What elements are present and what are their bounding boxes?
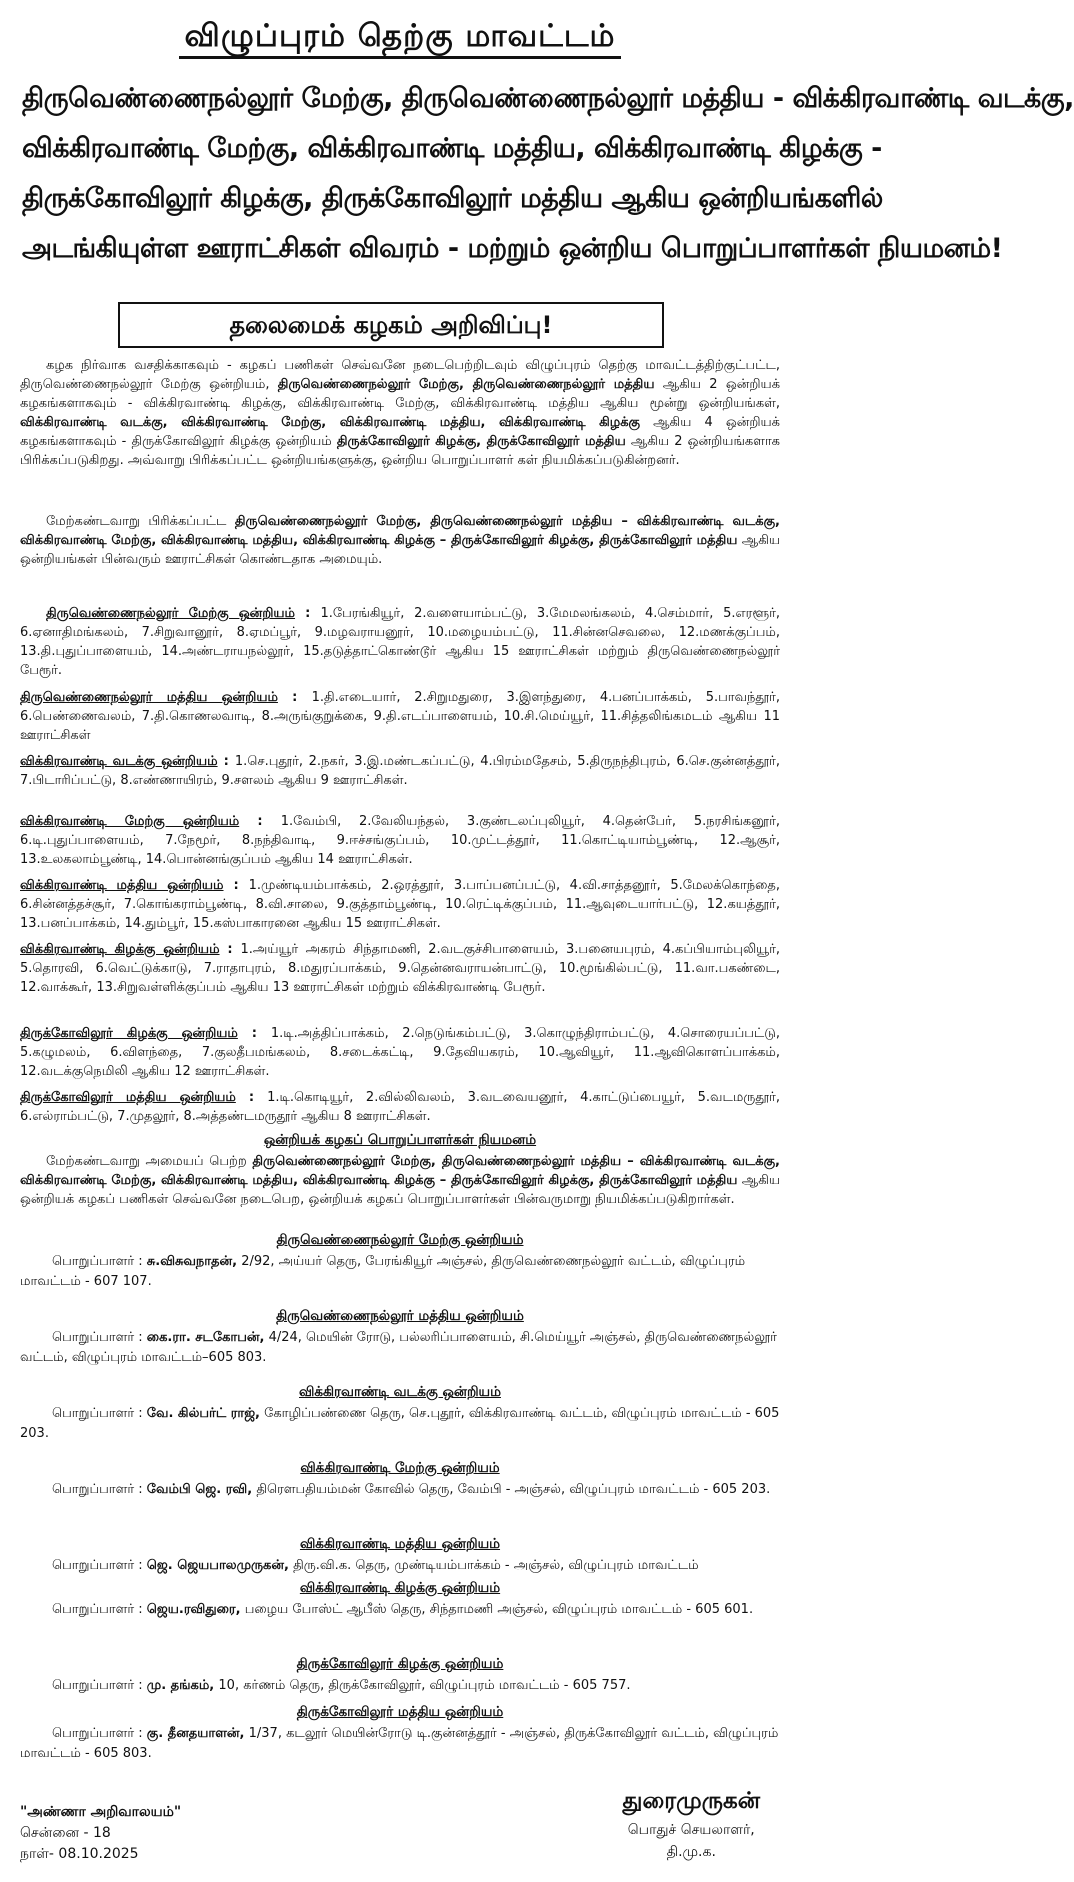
issue-date: நாள்- 08.10.2025 [20,1846,139,1862]
union-section: விக்கிரவாண்டி மத்திய ஒன்றியம் : 1.முண்டியம்பாக்கம், 2.ஒரத்தூர், 3.பாப்பனப்பட்டு, 4.வி.சாத்தனூர், 5.மேலக்கொந்தை, 6.சின்னத்தச்சூர், 7.கொங்கராம்பூண்டி, 8.வி.சாலை, 9.குத்தாம்பூண்டி, 10.ரெட்டிக்குப்பம், 11.ஆவுடையார்பட்டு, 12.கயத்தூர், 13.பனப்பாக்கம், 14.தும்பூர், 15.கஸ்பாகாரனை ஆகிய 15 ஊராட்சிகள். [20,878,780,931]
appointee-union-heading: விக்கிரவாண்டி வடக்கு ஒன்றியம் [299,1384,501,1400]
appointee-entry: பொறுப்பாளர் : ஜெய.ரவிதுரை, பழைய போஸ்ட் ஆபீஸ் தெரு, சிந்தாமணி அஞ்சல், விழுப்புரம் மாவட்டம் - 605 601. [52,1602,754,1617]
union-section: திருக்கோவிலூர் மத்திய ஒன்றியம் : 1.டி.கொடியூர், 2.வில்லிவலம், 3.வடவையனூர், 4.காட்டுப்பையூர், 5.வடமருதூர், 6.எல்ராம்பட்டு, 7.முதலூர், 8.அத்தண்டமருதூர் ஆகிய 8 ஊராட்சிகள். [20,1090,780,1124]
appointment-heading: ஒன்றியக் கழகப் பொறுப்பாளர்கள் நியமனம் [263,1132,537,1148]
appointee-entry: பொறுப்பாளர் : வே. கில்பர்ட் ராஜ், கோழிப்பண்ணை தெரு, செ.புதூர், விக்கிரவாண்டி வட்டம், விழுப்புரம் மாவட்டம் - 605 203. [20,1406,780,1441]
appointee-entry: பொறுப்பாளர் : மு. தங்கம், 10, கர்ணம் தெரு, திருக்கோவிலூர், விழுப்புரம் மாவட்டம் - 605 757. [52,1678,631,1693]
union-section: திருவெண்ணைநல்லூர் மத்திய ஒன்றியம் : 1.தி.எடையார், 2.சிறுமதுரை, 3.இளந்துரை, 4.பனப்பாக்கம், 5.பாவந்தூர், 6.பெண்ணைவலம், 7.தி.கொணலவாடி, 8.அருங்குறுக்கை, 9.தி.எடப்பாளையம், 10.சி.மெய்யூர், 11.சித்தலிங்கமடம் ஆகிய 11 ஊராட்சிகள் [20,690,780,743]
appointee-union-heading: விக்கிரவாண்டி மேற்கு ஒன்றியம் [300,1460,500,1476]
appointee-union-heading: விக்கிரவாண்டி கிழக்கு ஒன்றியம் [299,1580,501,1596]
appointee-union-heading: திருக்கோவிலூர் கிழக்கு ஒன்றியம் [296,1656,504,1672]
appointee-entry: பொறுப்பாளர் : கை.ரா. சடகோபன், 4/24, மெயின் ரோடு, பல்லரிப்பாளையம், சி.மெய்யூர் அஞ்சல், திருவெண்ணைநல்லூர் வட்டம், விழுப்புரம் மாவட்டம்–605 803. [20,1330,777,1365]
signatory-designation: பொதுச் செயலாளர், [627,1822,755,1838]
appointee-union-heading: திருவெண்ணைநல்லூர் மத்திய ஒன்றியம் [276,1308,524,1324]
headline-line: அடங்கியுள்ள ஊராட்சிகள் விவரம் - மற்றும் ஒன்றிய பொறுப்பாளர்கள் நியமனம்! [22,233,1003,264]
appointee-entry: பொறுப்பாளர் : கு. தீனதயாளன், 1/37, கடலூர் மெயின்ரோடு டி.குன்னத்தூர் - அஞ்சல், திருக்கோவிலூர் வட்டம், விழுப்புரம் மாவட்டம் - 605 803. [20,1726,779,1761]
signatory-name: துரைமுருகன் [622,1788,760,1814]
district-title: விழுப்புரம் தெற்கு மாவட்டம் [0,18,800,58]
office-name: "அண்ணா அறிவாலயம்" [20,1804,182,1820]
appointment-paragraph: மேற்கண்டவாறு அமையப் பெற்ற திருவெண்ணைநல்லூர் மேற்கு, திருவெண்ணைநல்லூர் மத்திய – விக்கிரவாண்டி வடக்கு, விக்கிரவாண்டி மேற்கு, விக்கிரவாண்டி மத்திய, விக்கிரவாண்டி கிழக்கு – திருக்கோவிலூர் கிழக்கு, திருக்கோவிலூர் மத்திய ஆகிய ஒன்றியக் கழகப் பணிகள் செவ்வனே நடைபெற, ஒன்றியக் கழகப் பொறுப்பாளர்கள் பின்வருமாறு நியமிக்கப்படுகிறார்கள். [20,1154,780,1207]
party-name: தி.மு.க. [666,1844,716,1860]
appointee-entry: பொறுப்பாளர் : வேம்பி ஜெ. ரவி, திரௌபதியம்மன் கோவில் தெரு, வேம்பி - அஞ்சல், விழுப்புரம் மாவட்டம் - 605 203. [52,1482,771,1497]
union-section: விக்கிரவாண்டி கிழக்கு ஒன்றியம் : 1.அய்யூர் அகரம் சிந்தாமணி, 2.வடகுச்சிபாளையம், 3.பனையபுரம், 4.கப்பியாம்புலியூர், 5.தொரவி, 6.வெட்டுக்காடு, 7.ராதாபுரம், 8.மதுரப்பாக்கம், 9.தென்னவராயன்பாட்டு, 10.மூங்கில்பட்டு, 11.வா.பகண்டை, 12.வாக்கூர், 13.சிறுவள்ளிக்குப்பம் ஆகிய 13 ஊராட்சிகள் மற்றும் விக்கிரவாண்டி பேரூர். [20,942,780,995]
appointee-union-heading: திருவெண்ணைநல்லூர் மேற்கு ஒன்றியம் [276,1232,524,1248]
appointee-union-heading: விக்கிரவாண்டி மத்திய ஒன்றியம் [299,1536,501,1552]
union-section: விக்கிரவாண்டி வடக்கு ஒன்றியம் : 1.செ.புதூர், 2.நகர், 3.இ.மண்டகப்பட்டு, 4.பிரம்மதேசம், 5.திருநந்திபுரம், 6.செ.குன்னத்தூர், 7.பிடாரிப்பட்டு, 8.எண்ணாயிரம், 9.சளலம் ஆகிய 9 ஊராட்சிகள். [20,754,780,788]
headline-line: திருக்கோவிலூர் கிழக்கு, திருக்கோவிலூர் மத்திய ஆகிய ஒன்றியங்களில் [22,183,883,214]
appointee-entry: பொறுப்பாளர் : ஜெ. ஜெயபாலமுருகன், திரு.வி.க. தெரு, முண்டியம்பாக்கம் - அஞ்சல், விழுப்புரம் மாவட்டம் [52,1558,699,1573]
appointee-union-heading: திருக்கோவிலூர் மத்திய ஒன்றியம் [296,1704,504,1720]
appointee-entry: பொறுப்பாளர் : சு.விசுவநாதன், 2/92, அய்யர் தெரு, பேரங்கியூர் அஞ்சல், திருவெண்ணைநல்லூர் வட்டம், விழுப்புரம் மாவட்டம் - 607 107. [20,1254,746,1289]
signature-block [623,1785,760,1863]
headline-line: திருவெண்ணைநல்லூர் மேற்கு, திருவெண்ணைநல்லூர் மத்திய - விக்கிரவாண்டி வடக்கு, [22,83,1074,114]
division-paragraph: மேற்கண்டவாறு பிரிக்கப்பட்ட திருவெண்ணைநல்லூர் மேற்கு, திருவெண்ணைநல்லூர் மத்திய – விக்கிரவாண்டி வடக்கு, விக்கிரவாண்டி மேற்கு, விக்கிரவாண்டி மத்திய, விக்கிரவாண்டி கிழக்கு – திருக்கோவிலூர் கிழக்கு, திருக்கோவிலூர் மத்திய ஆகிய ஒன்றியங்கள் பின்வரும் ஊராட்சிகள் கொண்டதாக அமையும். [20,514,780,567]
union-section: விக்கிரவாண்டி மேற்கு ஒன்றியம் : 1.வேம்பி, 2.வேலியந்தல், 3.குண்டலப்புலியூர், 4.தென்பேர், 5.நரசிங்கனூர், 6.டி.புதுப்பாளையம், 7.நேமூர், 8.நந்திவாடி, 9.ஈச்சங்குப்பம், 10.முட்டத்தூர், 11.கொட்டியாம்பூண்டி, 12.ஆசூர், 13.உலகலாம்பூண்டி, 14.பொன்னங்குப்பம் ஆகிய 14 ஊராட்சிகள். [20,814,780,867]
office-city: சென்னை - 18 [20,1825,111,1841]
headline-line: விக்கிரவாண்டி மேற்கு, விக்கிரவாண்டி மத்திய, விக்கிரவாண்டி கிழக்கு - [22,133,882,164]
headline [22,74,1074,274]
intro-paragraph: கழக நிர்வாக வசதிக்காகவும் - கழகப் பணிகள் செவ்வனே நடைபெற்றிடவும் விழுப்புரம் தெற்கு மாவட்டத்திற்குட்பட்ட, திருவெண்ணைநல்லூர் மேற்கு ஒன்றியம், திருவெண்ணைநல்லூர் மேற்கு, திருவெண்ணைநல்லூர் மத்திய ஆகிய 2 ஒன்றியக் கழகங்களாகவும் - விக்கிரவாண்டி கிழக்கு, விக்கிரவாண்டி மேற்கு, விக்கிரவாண்டி மத்திய ஆகிய மூன்று ஒன்றியங்கள், விக்கிரவாண்டி வடக்கு, விக்கிரவாண்டி மேற்கு, விக்கிரவாண்டி மத்திய, விக்கிரவாண்டி கிழக்கு ஆகிய 4 ஒன்றியக் கழகங்களாகவும் - திருக்கோவிலூர் கிழக்கு ஒன்றியம் திருக்கோவிலூர் கிழக்கு, திருக்கோவிலூர் மத்திய ஆகிய 2 ஒன்றியங்களாக பிரிக்கப்படுகிறது. அவ்வாறு பிரிக்கப்பட்ட ஒன்றியங்களுக்கு, ஒன்றிய பொறுப்பாளர் கள் நியமிக்கப்படுகின்றனர். [20,358,781,468]
office-address [20,1802,181,1865]
hq-notice-box: தலைமைக் கழகம் அறிவிப்பு! [118,302,664,348]
union-section: திருக்கோவிலூர் கிழக்கு ஒன்றியம் : 1.டி.அத்திப்பாக்கம், 2.நெடுங்கம்பட்டு, 3.கொழுந்திராம்பட்டு, 4.சொரையப்பட்டு, 5.கழுமலம், 6.விளந்தை, 7.குலதீபமங்கலம், 8.சடைக்கட்டி, 9.தேவியகரம், 10.ஆவியூர், 11.ஆவிகொளப்பாக்கம், 12.வடக்குநெமிலி ஆகிய 12 ஊராட்சிகள். [20,1026,781,1079]
union-section: திருவெண்ணைநல்லூர் மேற்கு ஒன்றியம் : 1.பேரங்கியூர், 2.வளையாம்பட்டு, 3.மேமலங்கலம், 4.செம்மார், 5.எரளூர், 6.ஏனாதிமங்கலம், 7.சிறுவானூர், 8.ஏமப்பூர், 9.மழவராயனூர், 10.மழையம்பட்டு, 11.சின்னசெவலை, 12.மணக்குப்பம், 13.தி.புதுப்பாளையம், 14.அண்டராயநல்லூர், 15.தடுத்தாட்கொண்டூர் ஆகிய 15 ஊராட்சிகள் மற்றும் திருவெண்ணைநல்லூர் பேரூர். [20,606,780,678]
